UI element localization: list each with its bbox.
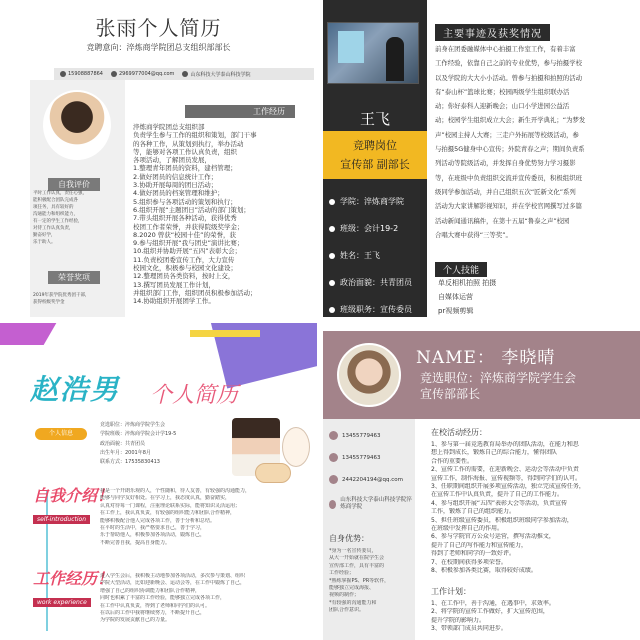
decor-bar (190, 330, 260, 337)
work-text: 进入学生会后，我积极主动地参加各项活动，多次参与策划、组织 学院大型活动，比如迎新晚会、运动会等，在工作中锻炼了自己， 增强了自己的组织协调能力和团队合作精神， 同时也积累了丰富的工作经验，能够独立完成各项工作， 在工作中认真负责，得到了老师和同学们的认可。 在以后的工作中我将继续努力，不断提升自己， 为学院的发展贡献自己的力量。 (100, 573, 246, 624)
info-name: 姓名：王飞 (329, 250, 380, 261)
email-icon (329, 475, 338, 484)
photo (327, 22, 419, 84)
location-icon (329, 500, 336, 509)
self-evaluation-text: 平时工作认真，责任心强， 能积极配合团队完成各 项任务，具有较好的 沟通能力和组织能力， 有一定的学生工作经验， 对待工作认真负责， 勤奋好学， 乐于助人。 (33, 191, 87, 245)
job-intention: 竞聘意向：淬炼商学院团总支组织部部长 (86, 43, 231, 52)
awards-text: 2019年获学院优秀团干部， 获得校级奖学金 (33, 293, 90, 305)
avatar (337, 343, 401, 407)
candidate-name: 王飞 (359, 110, 390, 128)
resume-zhaohaonan (0, 323, 317, 640)
bullet-icon (329, 280, 335, 286)
phone-contact: 13455779463 (329, 453, 381, 462)
email-icon (111, 71, 117, 77)
experience-heading: 在校活动经历： (431, 428, 487, 437)
candidate-name: NAME： 李晓晴 (416, 348, 556, 368)
decor-shape (0, 323, 56, 345)
plan-heading: 工作计划： (431, 587, 471, 596)
work-experience-heading: 工作经历 (185, 105, 295, 118)
wechat-icon (329, 453, 338, 462)
address-contact: 山东科技大学泰山科技学院淬炼商学院 (329, 497, 415, 511)
address-contact: 山东科技大学泰山科技学院 (182, 71, 250, 78)
bullet-icon (329, 226, 335, 232)
position-value: 宣传部 副部长 (340, 158, 410, 171)
work-heading: 工作经历！ work experience (33, 569, 114, 606)
advantages-heading: 自身优势： (329, 534, 369, 543)
plan-text: 1、在工作中，善于沟通，在遇事中，求效率。 2、将学院的宣传工作做好，扩大宣传范围， 提升学院的影响力。 3、带领部门成员共同进步。 (431, 600, 555, 633)
screen-shape (338, 31, 364, 63)
bullet-icon (329, 253, 335, 259)
info-class: 班级：会计19-2 (329, 223, 398, 234)
resume-wangfei (323, 0, 640, 317)
email-contact: 2969977004@qq.com (111, 71, 174, 77)
honors-heading: 主要事迹及获奖情况 (435, 24, 550, 41)
position-text: 竞选职位：淬炼商学院学生会 宣传部部长 (420, 371, 577, 401)
advantages-text: *身为一名宣传委员， 从大一开始就在院学生会 宣传部工作，具有丰富的 工作经验； *熟练掌握PS、PR等软件， 能够独立完成海报、 视频的制作； *有较强的沟通能力和 团队合作意识。 (329, 548, 390, 614)
bunny-illustration (282, 427, 310, 467)
cookie-illustration (255, 463, 291, 483)
email-contact: 2442204194@qq.com (329, 475, 403, 484)
position-label: 竞聘岗位 (353, 139, 397, 152)
info-class-role: 班级职务：宣传委员 (329, 304, 412, 315)
personal-info-text: 竞选职位：淬炼商学院学生会 学院班级：淬炼商学院会计学19-5 政治面貌：共青团员 出生年月：2001年8月 联系方式：17535830413 (100, 422, 177, 466)
skill-item: pr视频剪辑 (438, 307, 474, 315)
skills-heading: 个人技能 (435, 262, 487, 277)
location-icon (182, 71, 188, 77)
resume-zhangyu (0, 0, 317, 317)
candidate-name: 赵浩男 (30, 373, 121, 406)
honors-text: 前身在团委融媒体中心拍摄工作室工作，有着丰富 工作经验，依靠自己之前的专业优势，参与拍摄学校 以及学院的大大小小活动。曾参与拍摄和拍照的活动 有“泰山杯”篮球比赛；校园两级学生组织联办活 动；你好泰科人迎新晚会；山口小学进园公益活 动；校园学生组织成立大会；新生开学典礼；“为梦发 声”校园主持人大赛；三走户外拓展等校级活动，参 与拍摄5G健身中心宣传；外院青春之声；期间负责系 列活动等院级活动，并发挥自身优势努力学习摄影 等，在班级中负责组织交流并宣传委员，积极组织班 级同学参加活动，并自己组织五次“匠新文化”系列 活动为大家讲解影视知识，并在学校官网撰写过多篇 活动新闻通讯稿件，在第十五届“鲁泰之声”校园 合唱大赛中获得“三等奖”。 (435, 45, 586, 239)
phone-icon (329, 431, 338, 440)
phone-contact: 13455779463 (329, 431, 381, 440)
self-evaluation-heading: 自我评价 (48, 178, 100, 191)
avatar (43, 90, 111, 160)
resume-title: 张雨个人简历 (95, 16, 222, 40)
info-political: 政治面貌：共青团员 (329, 277, 412, 288)
info-college: 学院：淬炼商学院 (329, 196, 404, 207)
phone-contact: 15908887864 (60, 71, 103, 77)
intro-heading: 自我介绍！ self-introduction (33, 486, 114, 523)
skill-item: 单反相机拍照 拍摄 (438, 279, 497, 287)
position-box (323, 131, 427, 179)
experience-text: 1、参与第一届竞选教育局举办的团队活动，在能力和思 想上得到成长，锻炼自己的综合能力，懂得团队 合作的重要性。 2、宣传工作的需要，在迎新晚会、运动会等活动中负责 宣传工作，制作海报、宣传视频等，得到同学们的认可。 3、任职期间组织开展多项宣传活动，独立完成宣传任务， 在宣传工作中认真负责，提升了自己的工作能力。 4、参与组织开展“五四”表彰大会等活动，负责宣传 工作，锻炼了自己的组织能力。 5、担任班级宣传委员，积极组织班级同学参加活动， 在班级中发挥自己的作用。 6、参与学院官方公众号运营，撰写活动推文， 提升了自己的写作能力和宣传能力， 得到了老师和同学的一致好评。 7、在校期间获得多项荣誉。 8、积极参加各类比赛，取得较好成绩。 (431, 441, 585, 575)
bullet-icon (329, 307, 335, 313)
intro-text: 我是一个开朗乐观的人，个性随和，待人友善，有较强的沟通能力， 能够与同学友好相处。在学习上，我态度认真，勤奋踏实， 认真对待每一门课程，注重理论联系实际，能将知识灵活运用； 在工作上，我认真负责，有较强的组织能力和团队合作精神， 能够积极配合他人完成各项工作，善于分析和总结。 在平时的生活中，我严格要求自己，善于学习， 乐于帮助他人，积极参加各项活动，锻炼自己， 不断完善自我，提高自身能力。 (100, 488, 251, 546)
awards-heading: 荣誉奖项 (48, 271, 100, 284)
resume-lixiaoqing (323, 323, 640, 640)
personal-info-tag: 个人信息 (35, 428, 87, 440)
skill-item: 自媒体运营 (438, 293, 473, 301)
contact-bar (54, 68, 317, 80)
bullet-icon (329, 199, 335, 205)
work-experience-text: 淬炼商学院团总支组织部 负责学生参与工作的组织和策划，部门干事 的各种工作，从策划到执行，举办活动 等，能够对各项工作认真负责，组织 各项活动，了解团员发展， 1.整理青年团员的资料，建档管理； 2.做好团员的信息统计工作； 3.协助开展每周的团日活动； 4.做好团员的档案管理和维护； 5.组织参与各项活动的策划和执行； 6.组织开展“主题团日”活动的部门策划； 7.带头组织开展各种活动，获得优秀 校团工作者荣誉，并获得院级奖学金； 8.2020 曾获“校园十佳”的荣誉，获 9.参与组织开展“我与团史”演讲比赛； 10.组织并协助开展“五四”表彰大会； 11.负责校团委宣传工作，大力宣传 校园文化，积极参与校园文化建设； 12.整理团员各类资料，按时上交， 13.撰写团员发展工作计划， 并组织部门工作，组织团员积极参加活动； 14.协助组织开展团学工作。 (133, 123, 257, 306)
phone-icon (60, 71, 66, 77)
person-shape (386, 37, 404, 81)
resume-title: 个人简历 (150, 383, 239, 408)
